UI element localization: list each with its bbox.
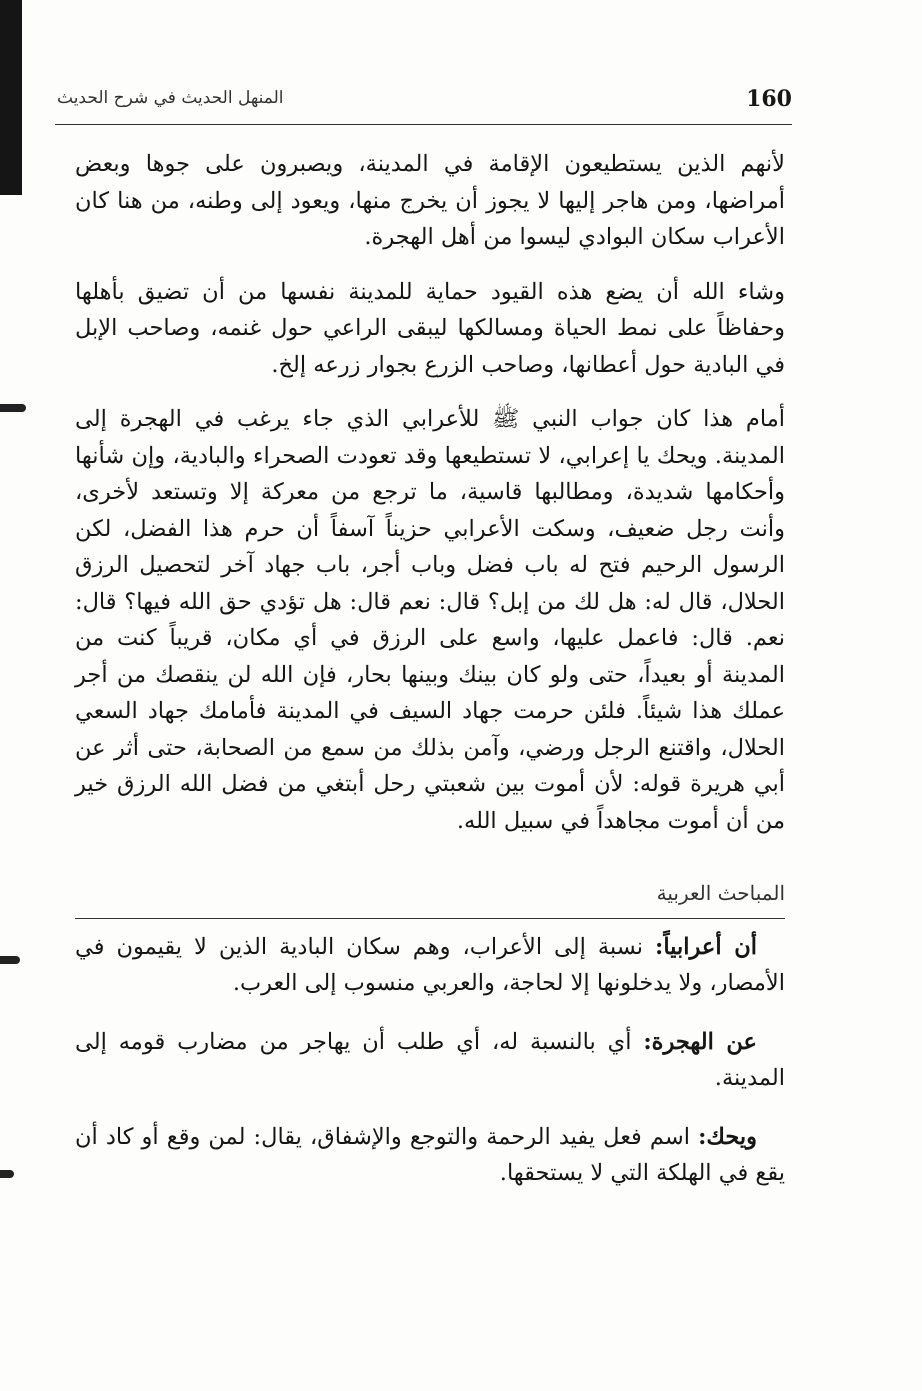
page-number: 160 [746, 86, 792, 112]
section-title: المباحث العربية [75, 875, 785, 919]
running-title: المنهل الحديث في شرح الحديث [57, 88, 284, 108]
definition-term: عن الهجرة: [643, 1028, 757, 1055]
scan-edge-shadow [0, 0, 22, 195]
definition-text: اسم فعل يفيد الرحمة والتوجع والإشفاق، يقال: لمن وقع أو كاد أن يقع في الهلكة التي لا يستحقها. [75, 1123, 785, 1186]
definition-text: أي بالنسبة له، أي طلب أن يهاجر من مضارب قومه إلى المدينة. [75, 1028, 785, 1091]
definition-entry [75, 1024, 785, 1097]
definition-term: ويحك: [698, 1123, 757, 1150]
body-paragraph: لأنهم الذين يستطيعون الإقامة في المدينة، ويصبرون على جوها وبعض أمراضها، ومن هاجر إليها لا يجوز أن يخرج منها، ويعود إلى وطنه، من هنا كان الأعراب سكان البوادي ليسوا من أهل الهجرة. [75, 151, 785, 250]
definition-entry [75, 1119, 785, 1192]
scan-edge-mark [0, 1170, 14, 1178]
page-header [55, 80, 792, 125]
definition-text: نسبة إلى الأعراب، وهم سكان البادية الذين لا يقيمون في الأمصار، ولا يدخلونها إلا لحاجة، والعربي منسوب إلى العرب. [75, 933, 785, 996]
scan-edge-mark [0, 404, 26, 412]
definition-term: أن أعرابياً: [655, 933, 757, 960]
scan-edge-mark [0, 956, 20, 964]
page-body [75, 146, 785, 1214]
body-paragraph: أمام هذا كان جواب النبي ﷺ للأعرابي الذي جاء يرغب في الهجرة إلى المدينة. ويحك يا إعرابي، لا تستطيعها وقد تعودت الصحراء والبادية، وإن شأنها وأحكامها شديدة، ومطالبها قاسية، ما ترجع من معركة إلا وتستعد لأخرى، وأنت رجل ضعيف، وسكت الأعرابي حزيناً آسفاً أن حرم هذا الفضل، لكن الرسول الرحيم فتح له باب فضل وباب أجر، باب جهاد آخر لتحصيل الرزق الحلال، قال له: هل لك من إبل؟ قال: نعم قال: هل تؤدي حق الله فيها؟ قال: نعم. قال: فاعمل عليها، واسع على الرزق في أي مكان، قريباً كنت من المدينة أو بعيداً، حتى ولو كان بينك وبينها بحار، فإن الله لن ينقصك من أجر عملك هذا شيئاً. فلئن حرمت جهاد السيف في المدينة فأمامك جهاد السعي الحلال، واقتنع الرجل ورضي، وآمن بذلك من سمع من الصحابة، حتى أثر عن أبي هريرة قوله: لأن أموت بين شعبتي رحل أبتغي من فضل الله الرزق خير من أن أموت مجاهداً في سبيل الله. [75, 406, 785, 834]
body-paragraph: وشاء الله أن يضع هذه القيود حماية للمدينة نفسها من أن تضيق بأهلها وحفاظاً على نمط الحياة ومسالكها ليبقى الراعي حول غنمه، وصاحب الإبل في البادية حول أعطانها، وصاحب الزرع بجوار زرعه إلخ. [75, 278, 785, 378]
definition-entry [75, 929, 785, 1002]
